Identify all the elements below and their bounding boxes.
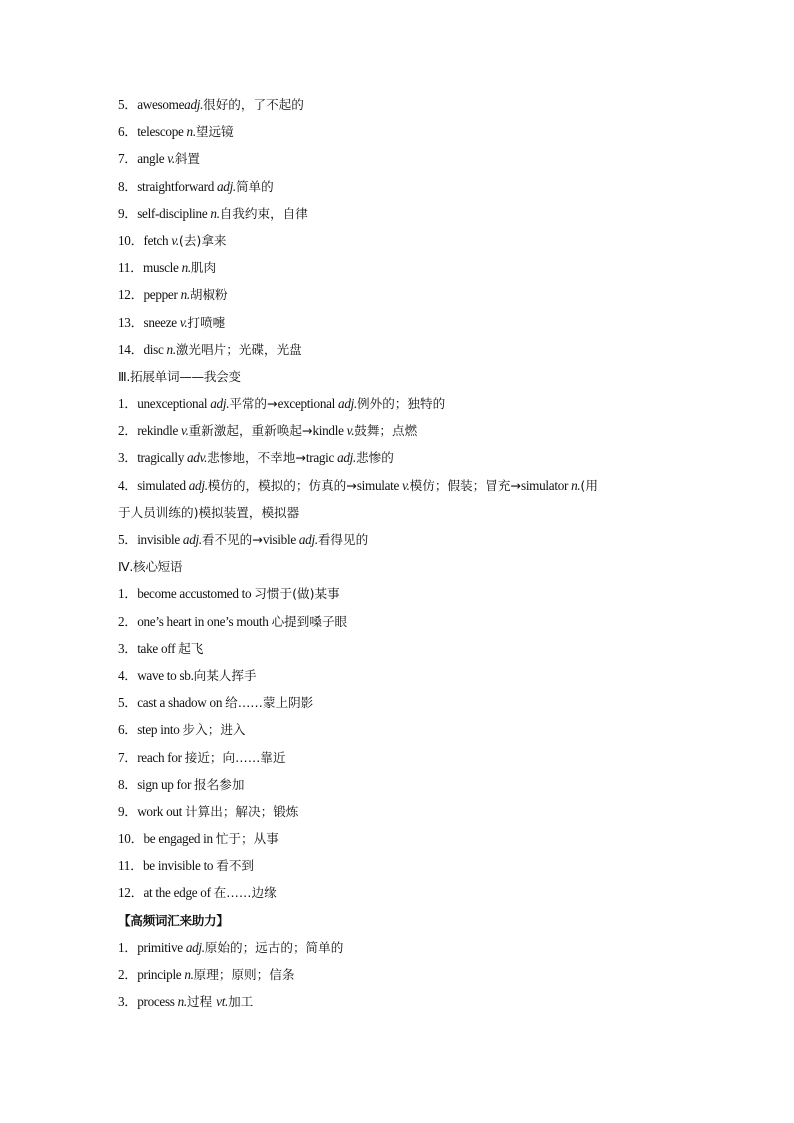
section-heading-key-phrases: Ⅳ.核心短语 — [118, 559, 183, 575]
vocab-word: telescope — [137, 124, 187, 140]
vocab-word: awesome — [137, 97, 185, 112]
part-of-speech: n. — [177, 994, 187, 1010]
part-of-speech: v. — [179, 314, 188, 330]
part-of-speech: n. — [186, 124, 196, 140]
vocab-meaning: (去)拿来 — [178, 232, 227, 248]
vocab-meaning: 胡椒粉 — [189, 287, 228, 303]
part-of-speech: v. — [346, 423, 355, 439]
item-number: 7． — [118, 151, 138, 167]
phrase-meaning: 步入；进入 — [182, 722, 246, 738]
item-number: 5． — [118, 695, 138, 711]
phrase-text: be engaged in — [143, 831, 216, 847]
part-of-speech: v. — [181, 423, 189, 439]
derived-meaning: 于人员训练的)模拟装置，模拟器 — [118, 504, 300, 520]
item-number: 1． — [118, 586, 138, 602]
phrase-meaning: 起飞 — [178, 640, 204, 656]
vocab-meaning: 望远镜 — [195, 124, 234, 140]
vocab-meaning: 打喷嚏 — [187, 314, 226, 330]
document-page — [118, 91, 698, 1015]
derived-meaning: 悲惨的 — [356, 450, 394, 466]
source-meaning: 模仿的，模拟的；仿真的→ — [207, 477, 357, 493]
derived-item — [118, 472, 698, 499]
phrase-meaning: 向某人挥手 — [193, 667, 257, 683]
vocab-meaning: 斜置 — [174, 151, 201, 167]
item-number: 6． — [118, 722, 138, 738]
vocab-word: muscle — [143, 260, 182, 276]
item-number: 4． — [118, 667, 138, 683]
vocab-item — [118, 336, 698, 363]
section-heading-derived-words: Ⅲ.拓展单词——我会变 — [118, 368, 241, 384]
vocab-word: pepper — [143, 287, 181, 303]
vocab-word: self-discipline — [137, 205, 211, 221]
vocab-meaning: 很好的，了不起的 — [203, 97, 304, 112]
phrase-text: reach for — [137, 749, 185, 765]
derived-word: exceptional — [277, 396, 339, 412]
item-number: 2． — [118, 967, 138, 982]
phrase-meaning: 在……边缘 — [213, 885, 277, 901]
phrase-text: take off — [137, 640, 179, 656]
item-number: 8． — [118, 776, 138, 792]
vocab-item — [118, 173, 698, 200]
source-word: rekindle — [137, 423, 181, 439]
vocab-item — [118, 254, 698, 281]
derived-meaning: (用 — [580, 477, 598, 493]
vocab-meaning: 激光唱片；光碟，光盘 — [175, 341, 302, 357]
derived-item — [118, 444, 698, 471]
part-of-speech: n. — [181, 260, 191, 276]
item-number: 12． — [118, 287, 144, 303]
vocab-meaning: 原理；原则；信条 — [193, 967, 295, 982]
source-word: unexceptional — [137, 396, 211, 412]
vocab-item — [118, 118, 698, 145]
phrase-item — [118, 825, 698, 852]
phrase-list — [118, 580, 698, 906]
vocab-word: straightforward — [137, 178, 217, 194]
item-number: 9． — [118, 803, 138, 819]
item-number: 5． — [118, 97, 138, 112]
vocab-word: process — [137, 994, 178, 1010]
phrase-meaning: 接近；向……靠近 — [184, 749, 286, 765]
item-number: 10． — [118, 232, 144, 248]
item-number: 4． — [118, 477, 138, 493]
item-number: 10． — [118, 831, 144, 847]
vocab-list — [118, 91, 698, 363]
phrase-text: step into — [137, 722, 183, 738]
phrase-meaning: 忙于；从事 — [215, 831, 279, 847]
part-of-speech: n. — [571, 477, 581, 493]
vocab-meaning: 过程 — [186, 994, 217, 1010]
item-number: 7． — [118, 749, 138, 765]
derived-word: tragic — [305, 450, 338, 466]
source-meaning: 重新激起，重新唤起→ — [188, 423, 313, 439]
phrase-item — [118, 879, 698, 906]
phrase-text: work out — [137, 803, 186, 819]
source-word: invisible — [137, 532, 183, 547]
derived-meaning: 看得见的 — [317, 532, 369, 547]
derived-meaning: 例外的；独特的 — [357, 396, 446, 412]
phrase-item — [118, 771, 698, 798]
vocab-item — [118, 281, 698, 308]
vocab-meaning: 自我约束，自律 — [219, 205, 308, 221]
vocab-meaning: 肌肉 — [190, 260, 217, 276]
vocab-word: principle — [137, 967, 185, 982]
item-number: 1． — [118, 939, 138, 955]
item-number: 11． — [118, 260, 143, 276]
phrase-text: at the edge of — [143, 885, 214, 901]
vocab-meaning: 加工 — [228, 994, 254, 1010]
derived-word: visible — [262, 532, 299, 547]
derived-item — [118, 390, 698, 417]
item-number: 9． — [118, 205, 138, 221]
part-of-speech: n. — [166, 341, 176, 357]
vocab-word: primitive — [137, 939, 186, 955]
part-of-speech: adj. — [188, 477, 208, 493]
derived-item-continuation — [118, 499, 698, 526]
phrase-meaning: 心提到嗓子眼 — [271, 613, 348, 629]
part-of-speech: adj. — [216, 178, 236, 194]
phrase-text: sign up for — [137, 776, 195, 792]
phrase-meaning: 计算出；解决；锻炼 — [185, 803, 299, 819]
vocab-item — [118, 961, 698, 988]
vocab-meaning: 简单的 — [235, 178, 274, 194]
part-of-speech: v. — [171, 232, 179, 248]
part-of-speech: n. — [184, 967, 194, 982]
item-number: 2． — [118, 423, 138, 439]
vocab-word: angle — [137, 151, 168, 167]
part-of-speech: v. — [402, 477, 410, 493]
item-number: 11． — [118, 858, 143, 874]
derived-words-list — [118, 390, 698, 553]
vocab-meaning: 原始的；远古的；简单的 — [204, 939, 344, 955]
source-meaning: 平常的→ — [229, 396, 278, 412]
item-number: 5． — [118, 532, 138, 547]
item-number: 3． — [118, 994, 138, 1010]
derived-item — [118, 417, 698, 444]
derived-meaning: 模仿；假装；冒充→ — [409, 477, 521, 493]
phrase-text: be invisible to — [143, 858, 217, 874]
part-of-speech: adj. — [184, 97, 204, 112]
item-number: 2． — [118, 613, 138, 629]
phrase-meaning: 习惯于(做)某事 — [254, 586, 340, 602]
phrase-item — [118, 798, 698, 825]
phrase-item — [118, 662, 698, 689]
derived-word: simulate — [356, 477, 403, 493]
vocab-item — [118, 200, 698, 227]
part-of-speech: vt. — [216, 994, 229, 1010]
part-of-speech: adj. — [210, 396, 230, 412]
vocab-word: sneeze — [143, 314, 180, 330]
item-number: 3． — [118, 450, 138, 466]
vocab-item — [118, 145, 698, 172]
part-of-speech: adj. — [338, 396, 357, 412]
part-of-speech: n. — [180, 287, 190, 303]
section-heading-high-frequency: 【高频词汇来助力】 — [118, 912, 229, 928]
source-meaning: 看不见的→ — [201, 532, 263, 547]
vocab-item — [118, 91, 698, 118]
derived-meaning: 鼓舞；点燃 — [354, 423, 418, 439]
vocab-item — [118, 988, 698, 1015]
phrase-text: cast a shadow on — [137, 695, 226, 711]
phrase-meaning: 给……蒙上阴影 — [225, 695, 314, 711]
source-meaning: 悲惨地，不幸地→ — [207, 450, 306, 466]
item-number: 8． — [118, 178, 138, 194]
item-number: 1． — [118, 396, 138, 412]
phrase-meaning: 报名参加 — [194, 776, 245, 792]
derived-item — [118, 526, 698, 553]
phrase-item — [118, 608, 698, 635]
vocab-item — [118, 309, 698, 336]
part-of-speech: adj. — [337, 450, 357, 466]
phrase-text: one’s heart in one’s mouth — [137, 613, 272, 629]
item-number: 13． — [118, 314, 144, 330]
vocab-word: disc — [143, 341, 167, 357]
phrase-item — [118, 716, 698, 743]
part-of-speech: adv. — [186, 450, 208, 466]
vocab-item — [118, 227, 698, 254]
part-of-speech: adj. — [185, 939, 205, 955]
vocab-word: fetch — [143, 232, 172, 248]
part-of-speech: adj. — [298, 532, 318, 547]
phrase-text: become accustomed to — [137, 586, 255, 602]
phrase-item — [118, 580, 698, 607]
item-number: 12． — [118, 885, 144, 901]
high-frequency-list — [118, 934, 698, 1016]
item-number: 3． — [118, 640, 138, 656]
phrase-meaning: 看不到 — [216, 858, 254, 874]
item-number: 6． — [118, 124, 138, 140]
phrase-item — [118, 635, 698, 662]
phrase-item — [118, 689, 698, 716]
phrase-text: wave to sb. — [137, 667, 194, 683]
part-of-speech: n. — [210, 205, 220, 221]
phrase-item — [118, 744, 698, 771]
vocab-item — [118, 934, 698, 961]
derived-word: simulator — [520, 477, 572, 493]
item-number: 14． — [118, 341, 144, 357]
derived-word: kindle — [312, 423, 347, 439]
source-word: tragically — [137, 450, 187, 466]
part-of-speech: adj. — [182, 532, 202, 547]
part-of-speech: v. — [167, 151, 175, 167]
source-word: simulated — [137, 477, 189, 493]
phrase-item — [118, 852, 698, 879]
